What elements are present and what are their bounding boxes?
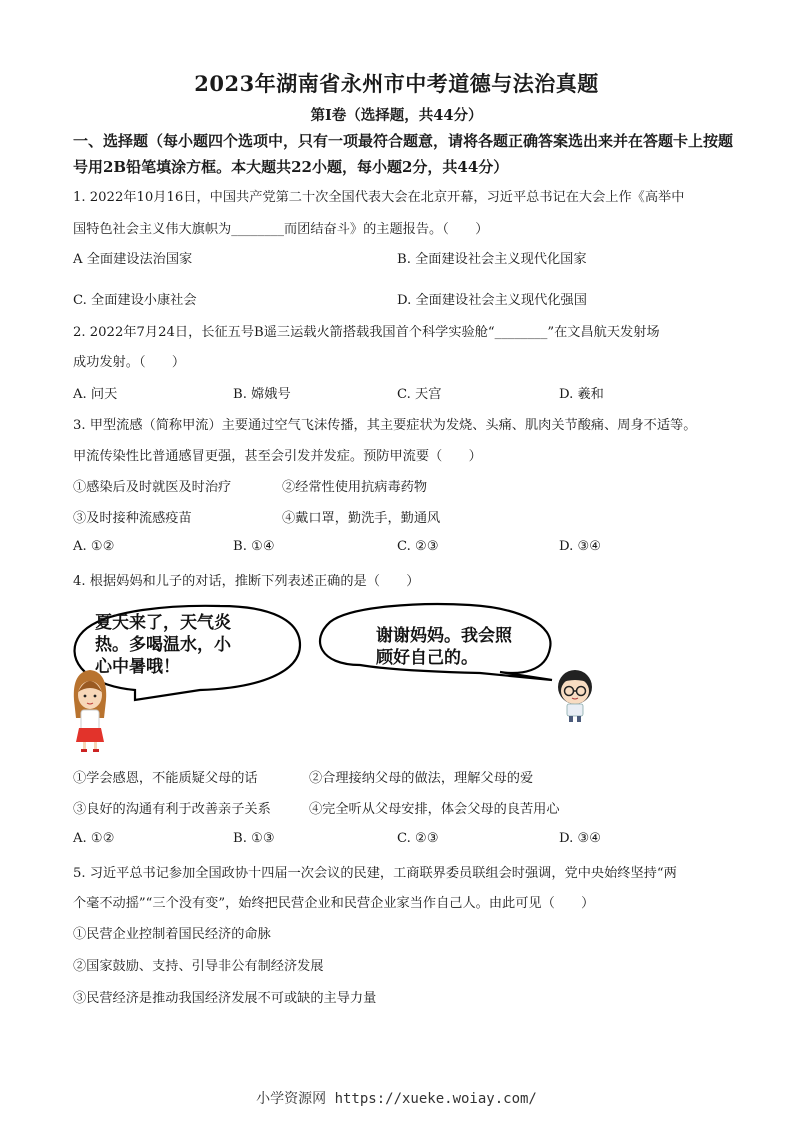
question-4-statement-3: ③良好的沟通有利于改善亲子关系 — [73, 802, 271, 817]
question-4-option-c: C. ②③ — [397, 831, 439, 846]
question-2-option-b: B. 嫦娥号 — [233, 387, 291, 402]
question-2-option-c: C. 天宫 — [397, 387, 442, 402]
question-2-option-d: D. 羲和 — [559, 387, 604, 402]
question-3-option-d: D. ③④ — [559, 539, 602, 554]
question-1-stem-line1: 1. 2022年10月16日，中国共产党第二十次全国代表大会在北京开幕，习近平总书记在大会上作《高举中 — [73, 190, 685, 205]
question-4-option-a: A. ①② — [73, 831, 115, 846]
section-heading: 一、选择题（每小题四个选项中，只有一项最符合题意，请将各题正确答案选出来并在答题卡上按题号用2B铅笔填涂方框。本大题共22小题，每小题2分，共44分） — [73, 132, 734, 176]
son-figure-drawing — [550, 665, 600, 725]
question-2-option-a: A. 问天 — [73, 387, 118, 402]
mom-bubble-line1: 夏天来了，天气炎 — [95, 613, 231, 633]
mom-bubble-line2: 热。多喝温水，小 — [95, 635, 231, 655]
question-3-statement-4: ④戴口罩，勤洗手，勤通风 — [282, 511, 441, 526]
question-3-statement-1: ①感染后及时就医及时治疗 — [73, 480, 232, 495]
question-2-stem-line1: 2. 2022年7月24日，长征五号B遥三运载火箭搭载我国首个科学实验舱“________”在文昌航天发射场 — [73, 325, 660, 340]
question-3-option-c: C. ②③ — [397, 539, 439, 554]
mom-bubble-line3: 心中暑哦！ — [95, 657, 180, 677]
question-3-option-b: B. ①④ — [233, 539, 275, 554]
question-3-stem-line2: 甲流传染性比普通感冒更强，甚至会引发并发症。预防甲流要（ ） — [73, 449, 482, 464]
question-4-stem-line1: 4. 根据妈妈和儿子的对话，推断下列表述正确的是（ ） — [73, 574, 420, 589]
question-1-option-c: C. 全面建设小康社会 — [73, 293, 197, 308]
mom-figure — [74, 670, 106, 752]
question-1-stem-line2: 国特色社会主义伟大旗帜为________而团结奋斗》的主题报告。（ ） — [73, 222, 489, 237]
question-4-statement-1: ①学会感恩，不能质疑父母的话 — [73, 771, 258, 786]
page-subtitle: 第Ⅰ卷（选择题，共44分） — [310, 107, 483, 124]
question-2-stem-line2: 成功发射。（ ） — [73, 355, 186, 370]
question-5-stem-line2: 个毫不动摇”“三个没有变”，始终把民营企业和民营企业家当作自己人。由此可见（ ） — [73, 896, 595, 911]
question-1-option-b: B. 全面建设社会主义现代化国家 — [397, 252, 587, 267]
question-4-option-b: B. ①③ — [233, 831, 275, 846]
question-1-option-d: D. 全面建设社会主义现代化强国 — [397, 293, 587, 308]
son-bubble-line2: 顾好自己的。 — [376, 648, 478, 668]
question-4-statement-2: ②合理接纳父母的做法，理解父母的爱 — [309, 771, 534, 786]
question-5-statement-1: ①民营企业控制着国民经济的命脉 — [73, 927, 271, 942]
son-bubble-line1: 谢谢妈妈。我会照 — [376, 626, 512, 646]
question-5-stem-line1: 5. 习近平总书记参加全国政协十四届一次会议的民建，工商联界委员联组会时强调，党中央始终坚持“两 — [73, 866, 677, 881]
question-3-option-a: A. ①② — [73, 539, 115, 554]
question-3-stem-line1: 3. 甲型流感（简称甲流）主要通过空气飞沫传播，其主要症状为发烧、头痛、肌肉关节酸痛、周身不适等。 — [73, 418, 697, 433]
page-title: 2023年湖南省永州市中考道德与法治真题 — [194, 71, 599, 96]
question-4-option-d: D. ③④ — [559, 831, 602, 846]
question-5-statement-2: ②国家鼓励、支持、引导非公有制经济发展 — [73, 959, 324, 974]
question-3-statement-3: ③及时接种流感疫苗 — [73, 511, 192, 526]
question-3-statement-2: ②经常性使用抗病毒药物 — [282, 480, 428, 495]
question-4-statement-4: ④完全听从父母安排，体会父母的良苦用心 — [309, 802, 560, 817]
page-footer-watermark: 小学资源网 https://xueke.woiay.com/ — [256, 1091, 537, 1107]
question-1-option-a: A 全面建设法治国家 — [73, 252, 193, 267]
question-5-statement-3: ③民营经济是推动我国经济发展不可或缺的主导力量 — [73, 991, 377, 1006]
